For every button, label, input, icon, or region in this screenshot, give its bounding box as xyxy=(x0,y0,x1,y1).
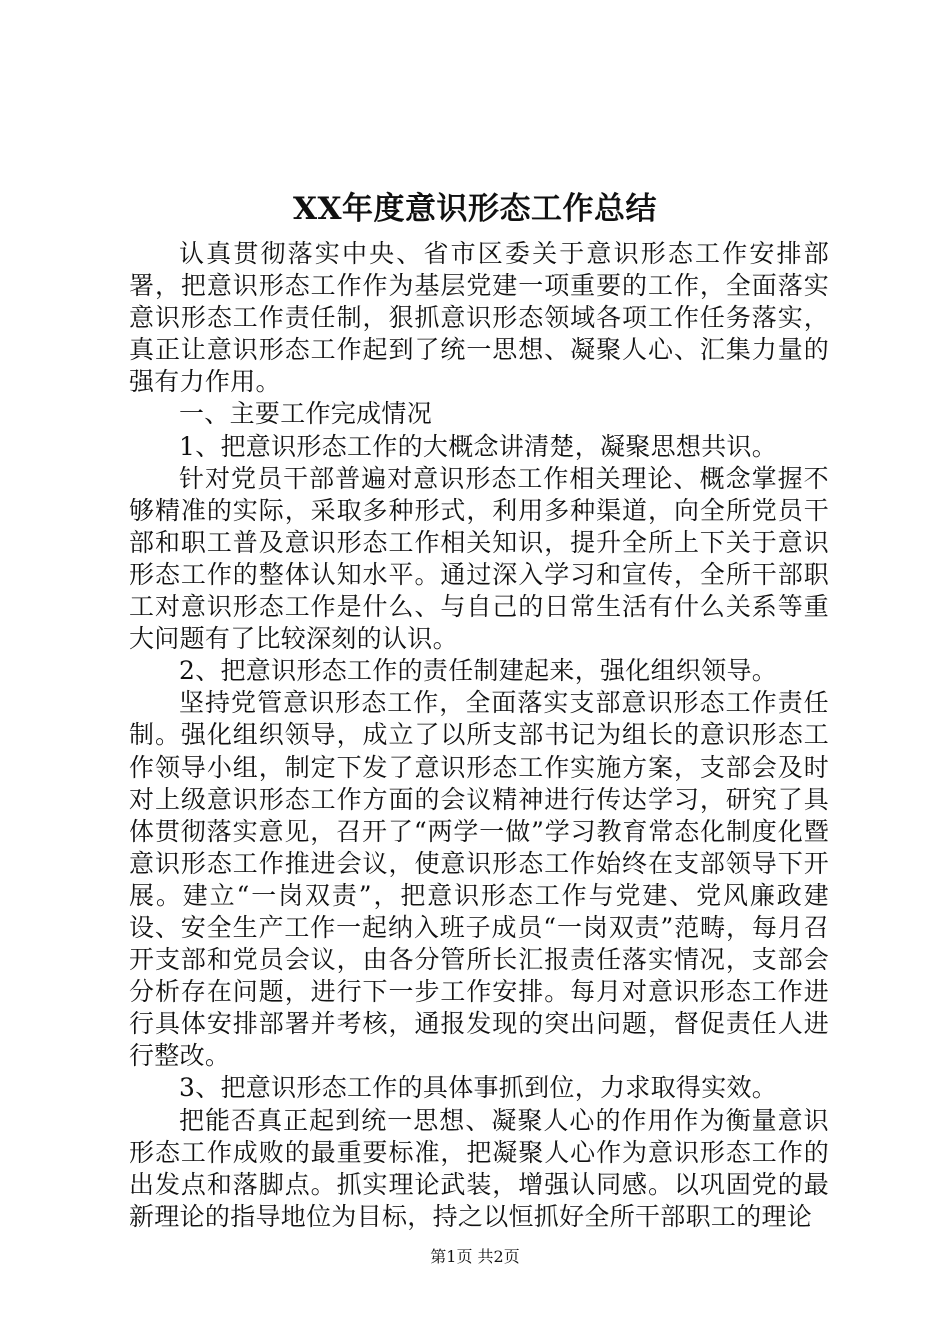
subheading-2: 2、把意识形态工作的责任制建起来，强化组织领导。 xyxy=(179,656,778,686)
paragraph-2: 坚持党管意识形态工作，全面落实支部意识形态工作责任制。强化组织领导，成立了以所支部书记为组长的意识形态工作领导小组，制定下发了意识形态工作实施方案，支部会及时对上级意识形态工作方面的会议精神进行传达学习，研究了具体贯彻落实意见，召开了“两学一做”学习教育常态化制度化暨意识形态工作推进会议，使意识形态工作始终在支部领导下开展。建立“一岗双责”，把意识形态工作与党建、党风廉政建设、安全生产工作一起纳入班子成员“一岗双责”范畴，每月召开支部和党员会议，由各分管所长汇报责任落实情况，支部会分析存在问题，进行下一步工作安排。每月对意识形态工作进行具体安排部署并考核，通报发现的突出问题，督促责任人进行整改。 xyxy=(129,688,829,1071)
paragraph-1: 针对党员干部普遍对意识形态工作相关理论、概念掌握不够精准的实际，采取多种形式，利用多种渠道，向全所党员干部和职工普及意识形态工作相关知识，提升全所上下关于意识形态工作的整体认知水平。通过深入学习和宣传，全所干部职工对意识形态工作是什么、与自己的日常生活有什么关系等重大问题有了比较深刻的认识。 xyxy=(129,463,829,654)
subheading-1: 1、把意识形态工作的大概念讲清楚，凝聚思想共识。 xyxy=(179,431,778,461)
section-heading-main-work: 一、主要工作完成情况 xyxy=(179,399,433,429)
document-title: XX年度意识形态工作总结 xyxy=(292,191,658,227)
paragraph-intro: 认真贯彻落实中央、省市区委关于意识形态工作安排部署，把意识形态工作作为基层党建一项重要的工作，全面落实意识形态工作责任制，狠抓意识形态领域各项工作任务落实，真正让意识形态工作起到了统一思想、凝聚人心、汇集力量的强有力作用。 xyxy=(129,239,829,397)
subheading-3: 3、把意识形态工作的具体事抓到位，力求取得实效。 xyxy=(179,1073,778,1103)
page-footer: 第1页 共2页 xyxy=(430,1247,520,1266)
document-body xyxy=(129,238,829,1233)
paragraph-3: 把能否真正起到统一思想、凝聚人心的作用作为衡量意识形态工作成败的最重要标准，把凝聚人心作为意识形态工作的出发点和落脚点。抓实理论武装，增强认同感。以巩固党的最新理论的指导地位为目标，持之以恒抓好全所干部职工的理论 xyxy=(129,1105,829,1231)
